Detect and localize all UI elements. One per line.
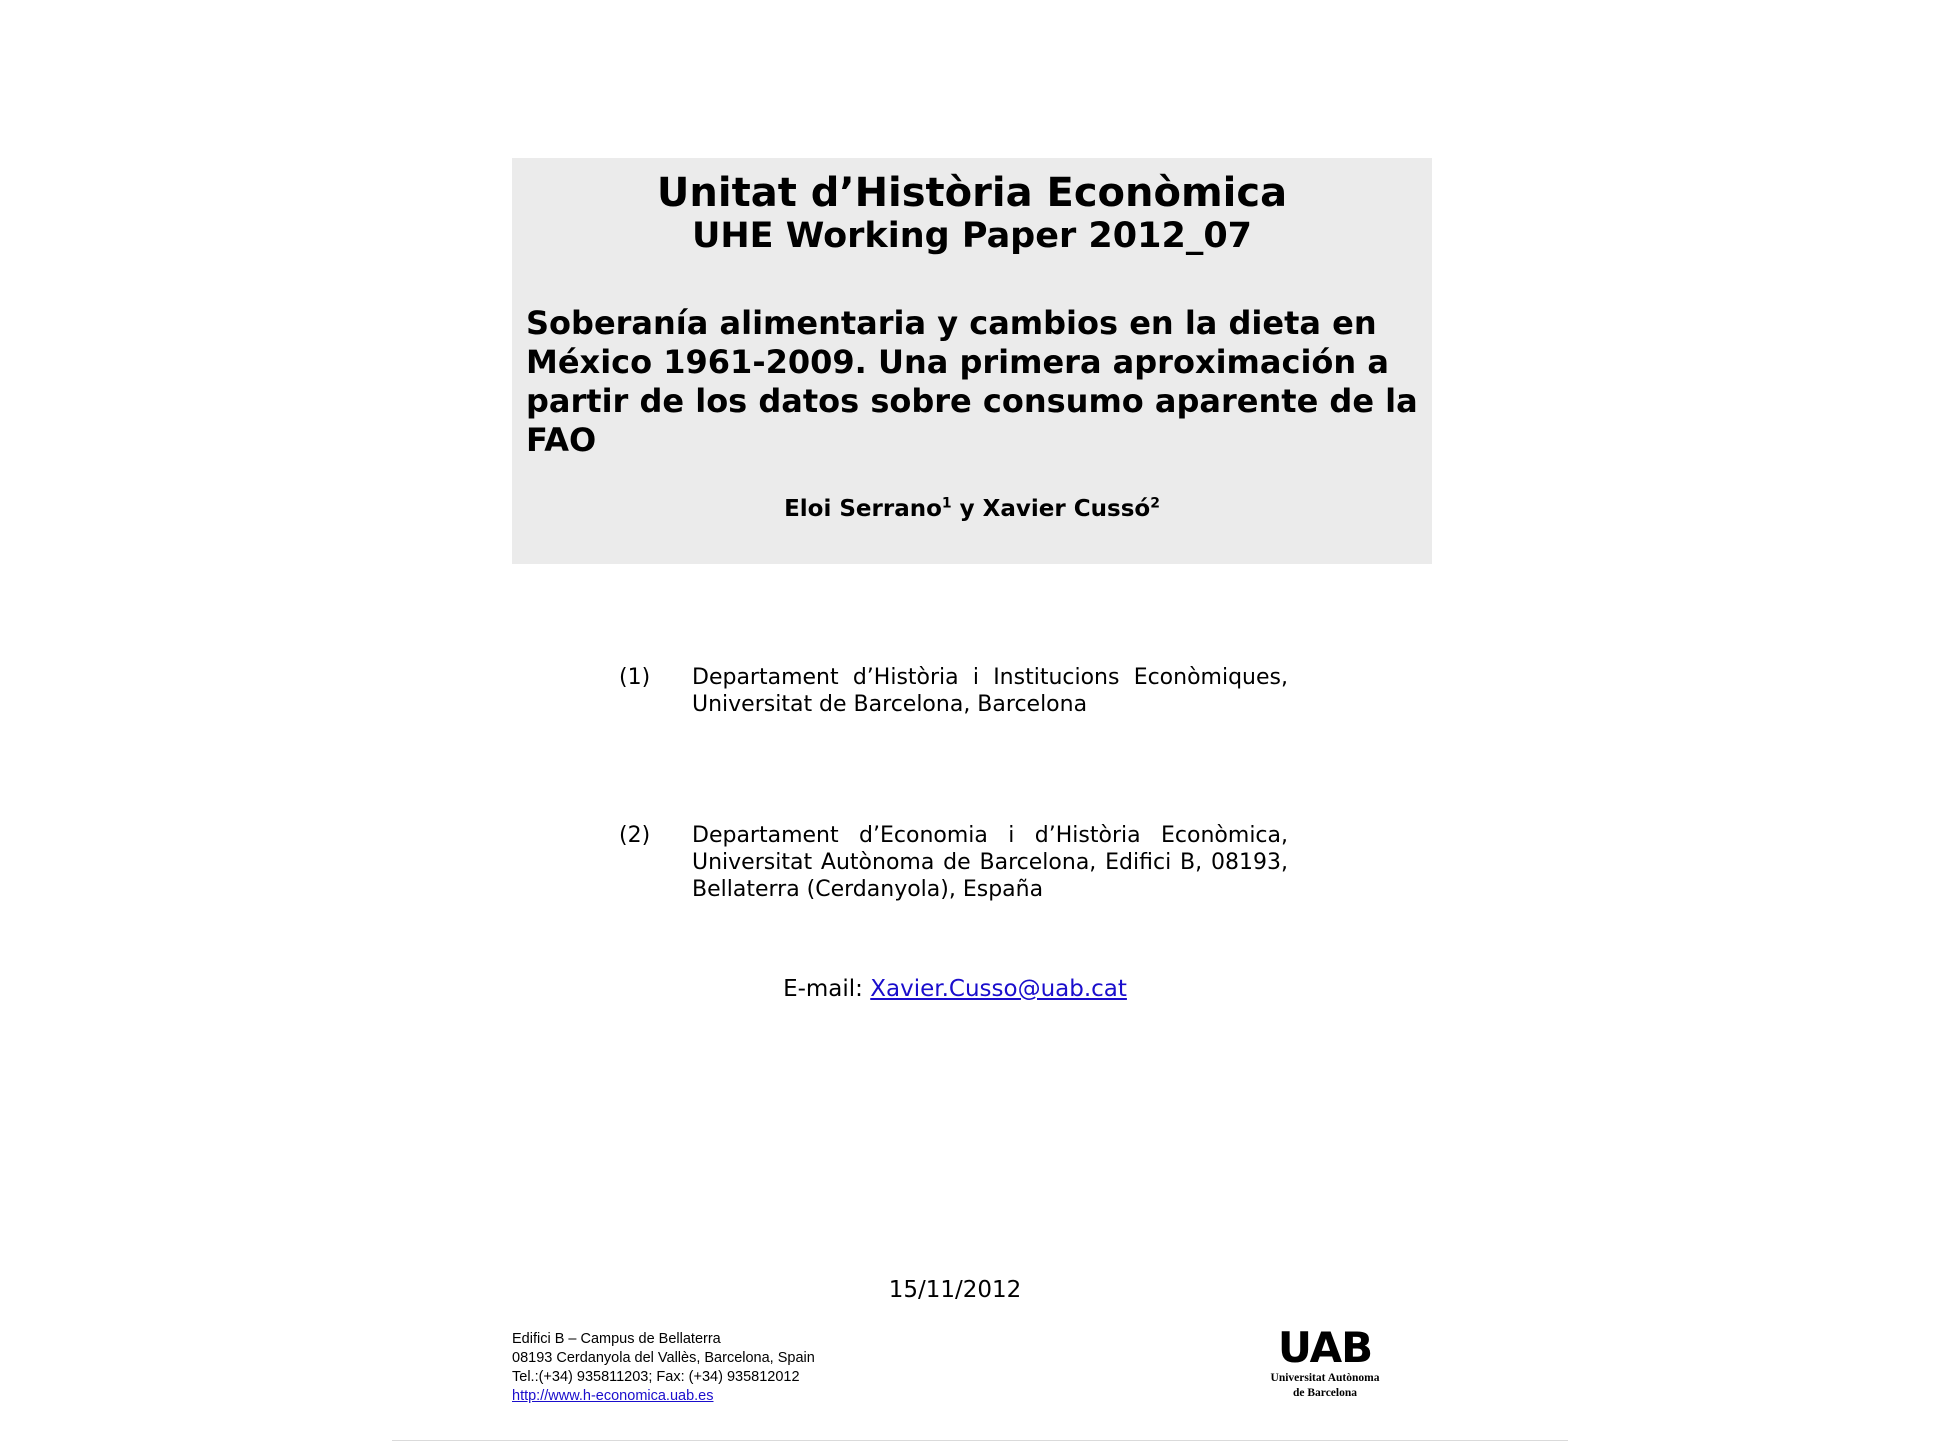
affiliation-text: Departament d’Història i Institucions Econòmiques, Universitat de Barcelona, Barcelona: [692, 665, 1288, 717]
email-link[interactable]: Xavier.Cusso@uab.cat: [870, 976, 1127, 1002]
author-name: Eloi Serrano: [784, 496, 942, 522]
author-mark: 2: [1150, 495, 1160, 512]
author-name: Xavier Cussó: [982, 496, 1151, 522]
publication-date: 15/11/2012: [888, 1277, 1022, 1303]
website-link[interactable]: http://www.h-economica.uab.es: [512, 1388, 714, 1404]
authors-line: [512, 494, 1432, 524]
affiliation-number: (2): [619, 823, 651, 848]
contact-email-line: [0, 974, 1910, 1004]
affiliation-number: (1): [619, 665, 651, 690]
author-mark: 1: [941, 495, 952, 512]
logo-line-1: Universitat Autònoma: [1270, 1372, 1380, 1384]
title-block: [512, 158, 1432, 564]
paper-title: Soberanía alimentaria y cambios en la dieta en México 1961-2009. Una primera aproximación a partir de los datos sobre consumo aparente de la FAO: [526, 304, 1418, 459]
email-label: E-mail:: [783, 976, 871, 1002]
uab-logo: [1250, 1325, 1400, 1401]
working-paper-id: UHE Working Paper 2012_07: [691, 216, 1253, 256]
address-line: 08193 Cerdanyola del Vallès, Barcelona, Spain: [512, 1350, 815, 1366]
logo-line-2: de Barcelona: [1293, 1387, 1357, 1399]
author-separator: y: [951, 496, 983, 522]
address-line: Edifici B – Campus de Bellaterra: [512, 1331, 721, 1347]
unit-title: Unitat d’Història Econòmica: [656, 170, 1288, 216]
affiliation-text: Departament d’Economia i d’Història Econòmica, Universitat Autònoma de Barcelona, Edifici B, 08193, Bellaterra (Cerdanyola), España: [692, 823, 1288, 902]
address-line: Tel.:(+34) 935811203; Fax: (+34) 935812012: [512, 1369, 800, 1385]
footer-address: [512, 1330, 1012, 1406]
logo-mark: UAB: [1277, 1323, 1373, 1372]
